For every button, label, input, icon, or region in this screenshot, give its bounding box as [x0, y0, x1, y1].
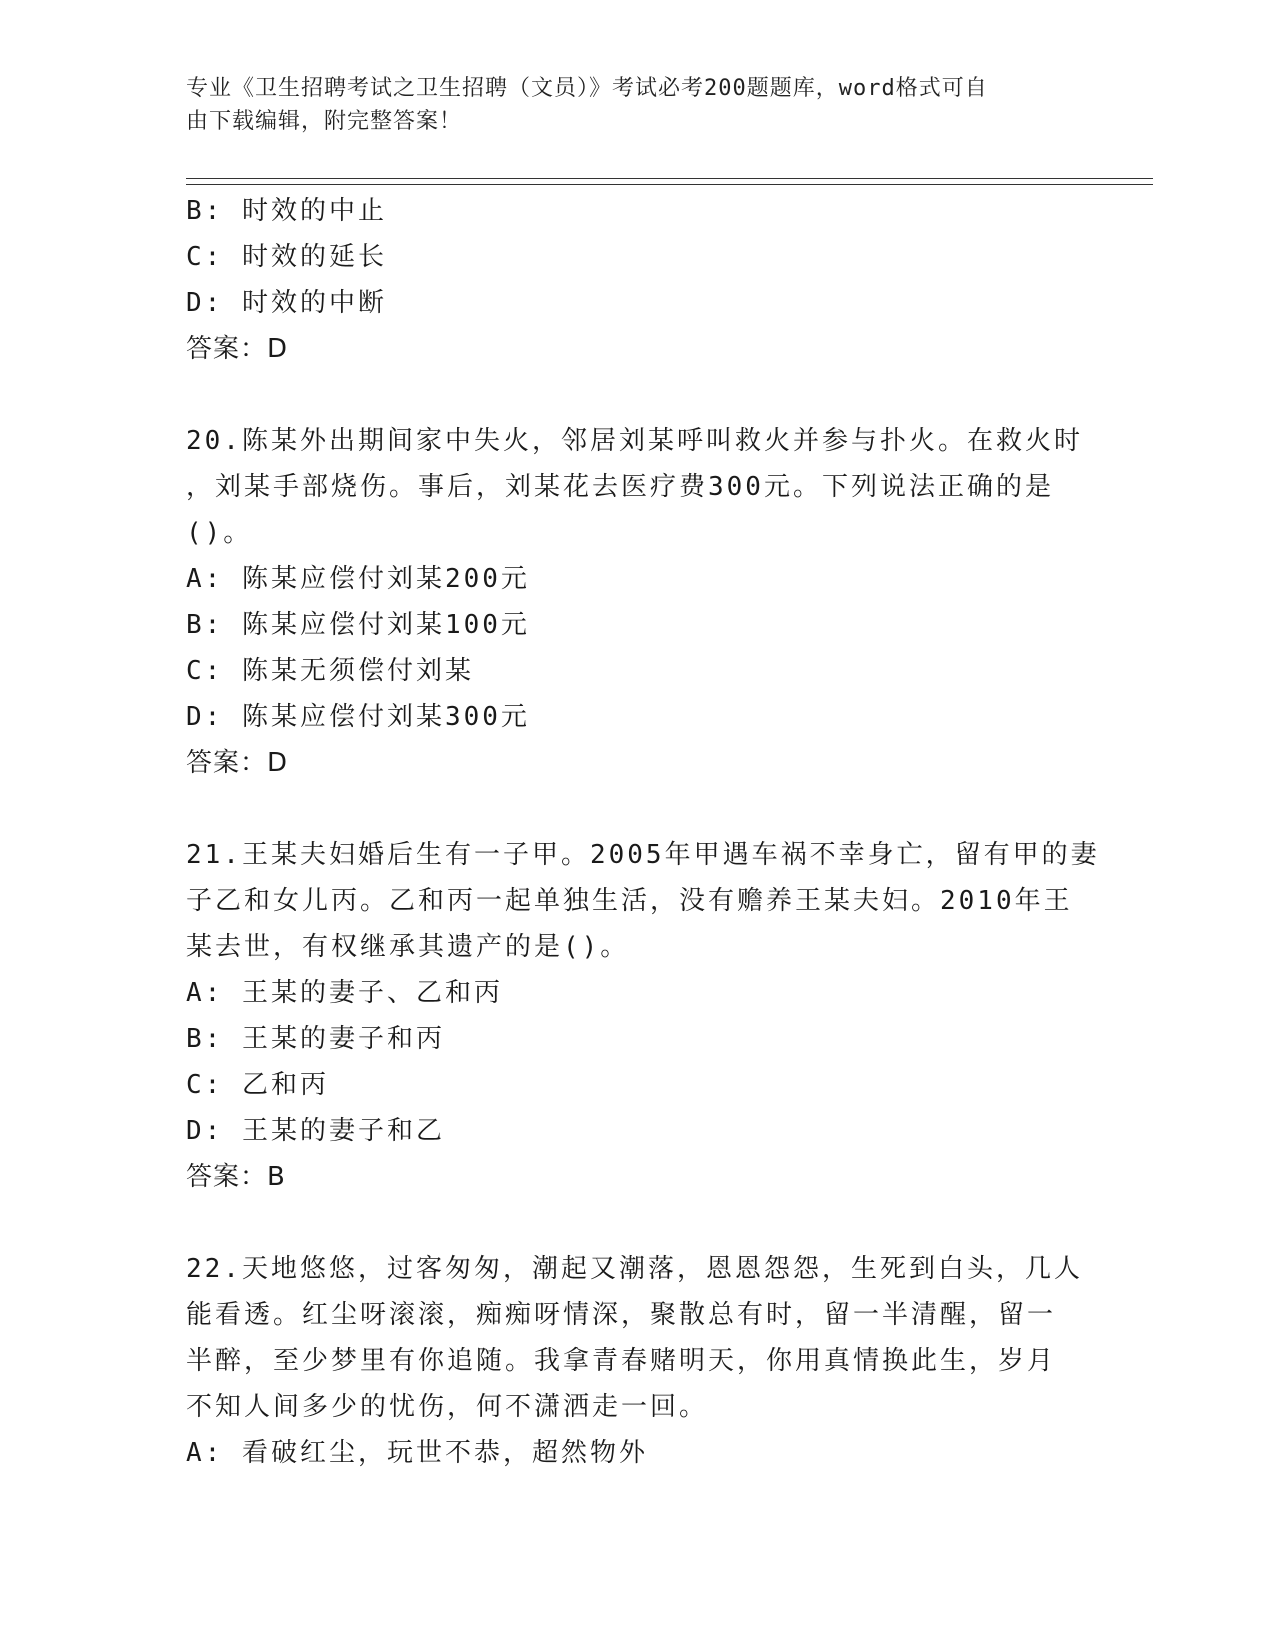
- option-d: D: 王某的妻子和乙: [186, 1116, 445, 1146]
- question-19: [186, 188, 1086, 372]
- option-a: A: 王某的妻子、乙和丙: [186, 978, 503, 1008]
- answer-line: 答案：D: [186, 748, 289, 778]
- document-header: [186, 72, 1086, 138]
- document-body: [186, 188, 1100, 1476]
- question-text-line: 不知人间多少的忧伤，何不潇洒走一回。: [186, 1392, 709, 1422]
- header-line-1: 专业《卫生招聘考试之卫生招聘（文员）》考试必考200题题库，word格式可自: [186, 76, 988, 101]
- question-text-line: 20.陈某外出期间家中失火，邻居刘某呼叫救火并参与扑火。在救火时: [186, 426, 1083, 456]
- option-c: C: 时效的延长: [186, 242, 387, 272]
- spacer: [186, 372, 1086, 418]
- question-text-line: 某去世，有权继承其遗产的是()。: [186, 932, 630, 962]
- spacer: [186, 1200, 1086, 1246]
- option-a: A: 陈某应偿付刘某200元: [186, 564, 530, 594]
- answer-line: 答案：D: [186, 334, 289, 364]
- option-a: A: 看破红尘，玩世不恭，超然物外: [186, 1438, 648, 1468]
- option-d: D: 时效的中断: [186, 288, 387, 318]
- question-text-line: 能看透。红尘呀滚滚，痴痴呀情深，聚散总有时，留一半清醒，留一: [186, 1300, 1057, 1330]
- question-text-line: 22.天地悠悠，过客匆匆，潮起又潮落，恩恩怨怨，生死到白头，几人: [186, 1254, 1083, 1284]
- header-divider: [186, 178, 1153, 185]
- question-21: [186, 832, 1100, 1200]
- option-c: C: 陈某无须偿付刘某: [186, 656, 474, 686]
- question-22: [186, 1246, 1086, 1476]
- question-text-line: ()。: [186, 518, 253, 548]
- option-c: C: 乙和丙: [186, 1070, 329, 1100]
- question-20: [186, 418, 1086, 786]
- question-text-line: 21.王某夫妇婚后生有一子甲。2005年甲遇车祸不幸身亡，留有甲的妻: [186, 840, 1100, 870]
- spacer: [186, 786, 1086, 832]
- option-b: B: 陈某应偿付刘某100元: [186, 610, 530, 640]
- option-d: D: 陈某应偿付刘某300元: [186, 702, 530, 732]
- question-text-line: 半醉，至少梦里有你追随。我拿青春赌明天，你用真情换此生，岁月: [186, 1346, 1057, 1376]
- header-line-2: 由下载编辑，附完整答案！: [186, 109, 463, 134]
- option-b: B: 王某的妻子和丙: [186, 1024, 445, 1054]
- option-b: B: 时效的中止: [186, 196, 387, 226]
- question-text-line: ，刘某手部烧伤。事后，刘某花去医疗费300元。下列说法正确的是: [186, 472, 1054, 502]
- answer-line: 答案：B: [186, 1162, 286, 1192]
- question-text-line: 子乙和女儿丙。乙和丙一起单独生活，没有赡养王某夫妇。2010年王: [186, 886, 1073, 916]
